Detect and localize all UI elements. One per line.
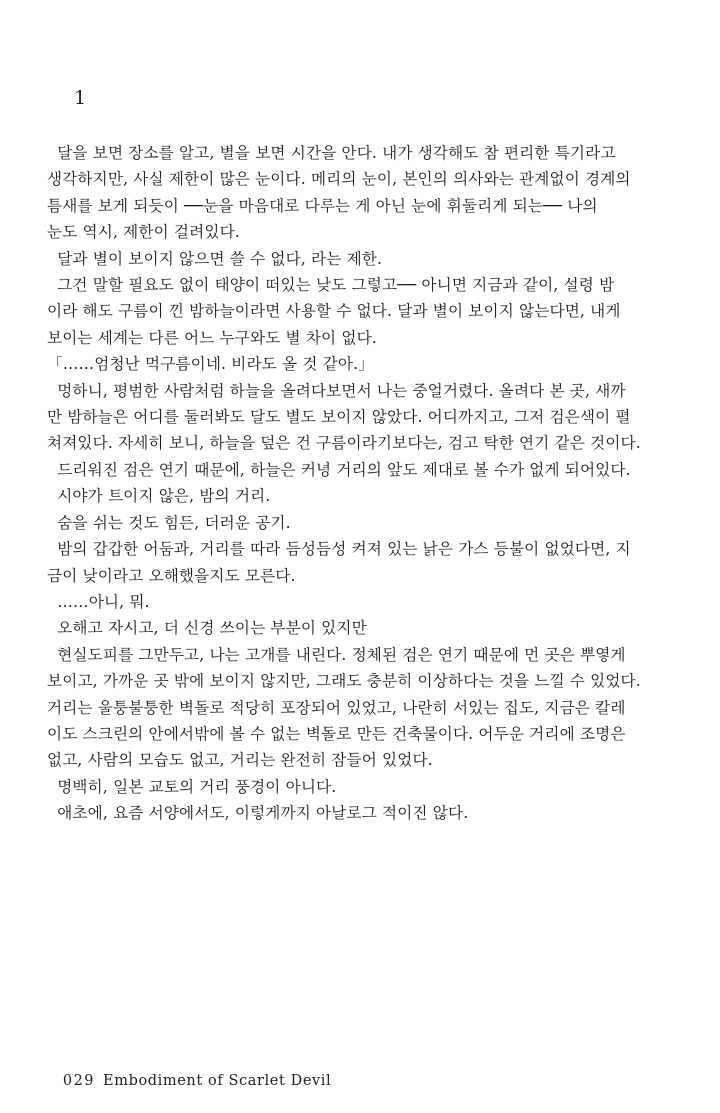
text-line: 시야가 트이지 않은, 밤의 거리. <box>47 487 271 506</box>
text-line: 틈새를 보게 되듯이 ──눈을 마음대로 다루는 게 아닌 눈에 휘둘리게 되는── 나의 <box>47 196 598 215</box>
text-line: 이도 스크린의 안에서밖에 볼 수 없는 벽돌로 만든 건축물이다. 어두운 거리에 조명은 <box>47 724 626 743</box>
text-line: 현실도피를 그만두고, 나는 고개를 내린다. 정체된 검은 연기 때문에 먼 곳은 뿌옇게 <box>47 645 626 664</box>
text-line: ……아니, 뭐. <box>47 592 150 611</box>
text-line: 눈도 역시, 제한이 걸려있다. <box>47 223 240 242</box>
chapter-number: 1 <box>74 87 87 109</box>
text-line: 거리는 울퉁불퉁한 벽돌로 적당히 포장되어 있었고, 나란히 서있는 집도, 지금은 칼레 <box>47 698 626 717</box>
text-line: 멍하니, 평범한 사람처럼 하늘을 올려다보면서 나는 중얼거렸다. 올려다 본 곳, 새까 <box>47 381 626 400</box>
text-line: 숨을 쉬는 것도 힘든, 더러운 공기. <box>47 513 291 532</box>
page-number: 029 <box>62 1073 96 1089</box>
text-line: 명백히, 일본 교토의 거리 풍경이 아니다. <box>47 777 337 796</box>
text-line: 그건 말할 필요도 없이 태양이 떠있는 낮도 그렇고── 아니면 지금과 같이, 설령 밤 <box>47 276 615 295</box>
text-line: 밤의 갑갑한 어둠과, 거리를 따라 듬성듬성 켜져 있는 낡은 가스 등불이 없었다면, 지 <box>47 540 631 559</box>
text-line: 달과 별이 보이지 않으면 쓸 수 없다, 라는 제한. <box>47 249 383 268</box>
body-text <box>47 140 707 827</box>
book-title: Embodiment of Scarlet Devil <box>103 1073 332 1089</box>
text-line: 보이는 세계는 다른 어느 누구와도 별 차이 없다. <box>47 328 377 347</box>
text-line: 생각하지만, 사실 제한이 많은 눈이다. 메리의 눈이, 본인의 의사와는 관계없이 경계의 <box>47 170 631 189</box>
text-line: 달을 보면 장소를 알고, 별을 보면 시간을 안다. 내가 생각해도 참 편리한 특기라고 <box>47 144 616 162</box>
text-line: 만 밤하늘은 어디를 둘러봐도 달도 별도 보이지 않았다. 어디까지고, 그저 검은색이 펼 <box>47 408 631 427</box>
text-line: 보이고, 가까운 곳 밖에 보이지 않지만, 그래도 충분히 이상하다는 것을 느낄 수 있었다. <box>47 672 641 691</box>
text-line: 드리워진 검은 연기 때문에, 하늘은 커녕 거리의 앞도 제대로 볼 수가 없게 되어있다. <box>47 460 631 479</box>
page-footer <box>42 1051 331 1111</box>
text-line: 오해고 자시고, 더 신경 쓰이는 부분이 있지만 <box>47 619 367 638</box>
text-line: 금이 낮이라고 오해했을지도 모른다. <box>47 566 296 585</box>
text-line: 없고, 사람의 모습도 없고, 거리는 완전히 잠들어 있었다. <box>47 751 433 770</box>
text-line: 「……엄청난 먹구름이네. 비라도 올 것 같아.」 <box>47 355 374 374</box>
text-line: 애초에, 요즘 서양에서도, 이렇게까지 아날로그 적이진 않다. <box>47 804 469 823</box>
text-line: 쳐져있다. 자세히 보니, 하늘을 덮은 건 구름이라기보다는, 검고 탁한 연기 같은 것이다. <box>47 434 641 453</box>
text-line: 이라 해도 구름이 낀 밤하늘이라면 사용할 수 없다. 달과 별이 보이지 않는다면, 내게 <box>47 302 621 321</box>
